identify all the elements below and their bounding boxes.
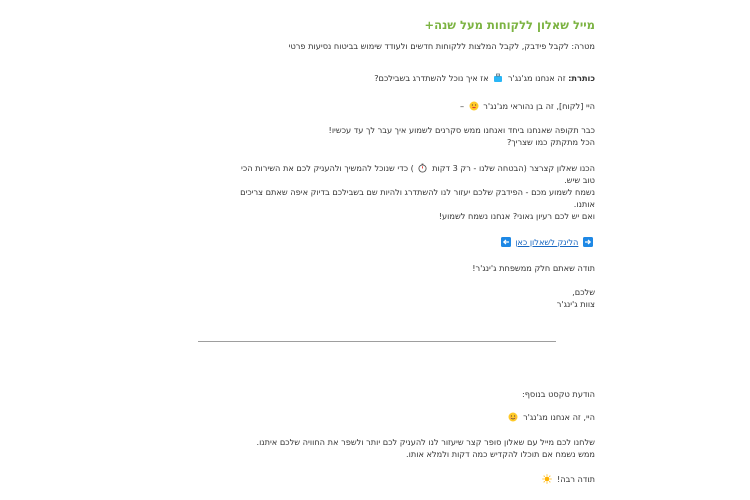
paragraph-2-line-2: טוב שיש. (564, 175, 595, 185)
subject-label: כותרת: (568, 73, 595, 83)
sms-line-2: ממש נשמח אם תוכלו להקדיש כמה דקות ולמלא אותו. (406, 449, 595, 459)
paragraph-2-line-4: אותנו. (573, 199, 595, 209)
section-divider (198, 341, 556, 342)
luggage-icon (493, 73, 503, 86)
signoff-line-2: צוות ג'ינג'ר (556, 299, 595, 309)
signoff-line-1: שלכם, (572, 287, 595, 297)
survey-link-line[interactable] (499, 236, 595, 250)
greeting-text: היי [לקוח], זה בן נהוראי מג'נג'ר (483, 101, 595, 111)
grinning-face-icon (469, 101, 479, 114)
right-arrow-icon (583, 237, 593, 250)
sms-thanks-text: תודה רבה! (556, 474, 595, 484)
page-title: מייל שאלון ללקוחות מעל שנה+ (424, 18, 595, 32)
sms-line-1: שלחנו לכם מייל עם שאלון סופר קצר שיעזור לנו להעניק לכם יותר ולשפר את החוויה שלכם איתנו. (256, 437, 595, 447)
smiling-face-icon (508, 412, 518, 425)
sms-label: הודעת טקסט בנוסף: (521, 389, 595, 399)
stopwatch-icon (418, 163, 427, 176)
greeting-line: היי [לקוח], זה בן נהוראי מג'נג'ר – (460, 100, 595, 114)
paragraph-1-line-1: כבר תקופה שאנחנו ביחד ואנחנו ממש סקרנים לשמוע איך עבר לך עד עכשיו! (328, 125, 595, 135)
paragraph-2-line-1 (241, 162, 595, 176)
survey-link[interactable]: הלינק לשאלון כאן (515, 237, 579, 247)
paragraph-2-line-1b: ) כדי שנוכל להמשיך ולהעניק לכם את השירות הכי (241, 163, 414, 173)
paragraph-2-line-3: נשמח לשמוע מכם - הפידבק שלכם יעזור לנו להשתדרג ולהיות שם בשבילכם בדיוק איפה שאתם צריכים (240, 187, 595, 197)
thanks-text: תודה שאתם חלק ממשפחת ג'ינג'ר! (472, 263, 595, 273)
paragraph-2-line-1a: הכנו שאלון קצרצר (הבטחה שלנו - רק 3 דקות (432, 163, 595, 173)
paragraph-1-line-2: הכל מתקתק כמו שצריך? (506, 137, 595, 147)
sms-greeting-line (506, 411, 595, 425)
sms-greeting-text: היי, זה אנחנו מג'נג'ר (523, 412, 595, 422)
paragraph-2-line-5: ואם יש לכם רעיון גאוני? אנחנו נשמח לשמוע! (438, 211, 595, 221)
left-arrow-icon (501, 237, 511, 250)
goal-text: מטרה: לקבל פידבק, לקבל המלצות ללקוחות חדשים ולעודד שימוש בביטוח נסיעות פרטי (288, 41, 595, 51)
subject-text: זה אנחנו מג'נג'ר (507, 73, 566, 83)
subject-question: אז איך נוכל להשתדרג בשבילכם? (374, 73, 489, 83)
sun-icon (542, 474, 552, 487)
subject-line (374, 72, 595, 86)
sms-thanks-line (540, 473, 595, 487)
